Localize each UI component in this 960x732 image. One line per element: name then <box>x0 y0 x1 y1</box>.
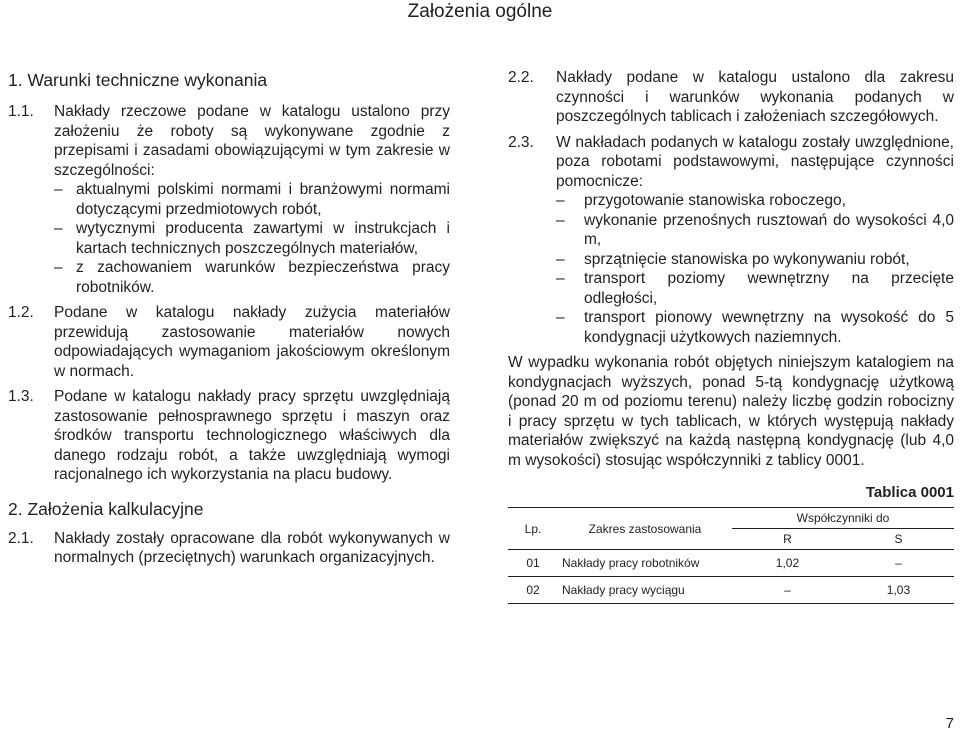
item-1-1 <box>8 102 450 297</box>
item-number: 1.3. <box>8 388 34 405</box>
header-s: S <box>843 529 954 550</box>
cell-r: – <box>732 577 843 604</box>
left-column <box>8 68 450 568</box>
section-heading-2: 2. Założenia kalkulacyjne <box>8 498 204 519</box>
cell-lp: 02 <box>508 577 558 604</box>
item-text: Podane w katalogu nakłady zużycia materiałów przewidują zastosowanie materiałów nowych odpowiadających wymaganiom jakościowym określonym w normach. <box>54 304 450 380</box>
paragraph: W wypadku wykonania robót objętych niniejszym katalogiem na kondygnacjach wyższych, ponad 5-tą kondygnację użytkową (ponad 20 m od poziomu terenu) należy liczbę godzin robocizny i pracy sprzętu w tych tablicach, w których występują nakłady materiałów zwiększyć na każdą następną kondygnację (lub 4,0 m wysokości) stosując współczynniki z tablicy 0001. <box>508 354 954 469</box>
header-lp: Lp. <box>508 508 558 550</box>
coefficients-table <box>508 507 954 604</box>
item-number: 2.2. <box>508 69 534 86</box>
item-1-3 <box>8 387 450 485</box>
page-number: 7 <box>945 715 954 732</box>
header-coefficients: Współczynniki do <box>732 508 954 529</box>
item-text: Nakłady rzeczowe podane w katalogu ustalono przy założeniu że roboty są wykonywane zgodnie z przepisami i zasadami obowiązującymi w tym zakresie w szczególności: <box>54 103 450 179</box>
item-2-1 <box>8 529 450 568</box>
cell-s: 1,03 <box>843 577 954 604</box>
list-item: – transport pionowy wewnętrzny na wysokość do 5 kondygnacji użytkowych naziemnych. <box>556 308 954 347</box>
cell-scope: Nakłady pracy wyciągu <box>558 577 732 604</box>
right-column <box>508 68 954 604</box>
item-text: Podane w katalogu nakłady pracy sprzętu uwzględniają zastosowanie pełnosprawnego sprzętu i maszyn oraz środków transportu technologicznego właściwych dla danego rodzaju robót, a także uwzględniają wymogi racjonalnego ich wykorzystania na placu budowy. <box>54 388 450 483</box>
cell-s: – <box>843 550 954 577</box>
list-item: – przygotowanie stanowiska roboczego, <box>556 191 954 211</box>
cell-scope: Nakłady pracy robotników <box>558 550 732 577</box>
item-number: 2.3. <box>508 133 534 151</box>
list-item: – aktualnymi polskimi normami i branżowymi normami dotyczącymi przedmiotowych robót, <box>54 180 450 219</box>
table-row <box>508 550 954 577</box>
item-number: 2.1. <box>8 529 34 547</box>
item-2-3 <box>508 133 954 348</box>
list-item: – wykonanie przenośnych rusztowań do wysokości 4,0 m, <box>556 211 954 250</box>
list-item: – sprzątnięcie stanowiska po wykonywaniu robót, <box>556 250 954 270</box>
item-text: Nakłady podane w katalogu ustalono dla zakresu czynności i warunków wykonania podanych w poszczególnych tablicach i założeniach szczegółowych. <box>556 69 954 125</box>
item-1-2 <box>8 303 450 381</box>
bullet-list <box>54 180 450 297</box>
cell-lp: 01 <box>508 550 558 577</box>
cell-r: 1,02 <box>732 550 843 577</box>
list-item: – z zachowaniem warunków bezpieczeństwa pracy robotników. <box>54 258 450 297</box>
item-text: Nakłady zostały opracowane dla robót wykonywanych w normalnych (przeciętnych) warunkach organizacyjnych. <box>54 529 450 566</box>
list-item: – wytycznymi producenta zawartymi w instrukcjach i kartach technicznych poszczególnych materiałów, <box>54 219 450 258</box>
bullet-list <box>556 191 954 347</box>
table-caption: Tablica 0001 <box>865 484 954 501</box>
list-item: – transport poziomy wewnętrzny na przecięte odległości, <box>556 269 954 308</box>
header-scope: Zakres zastosowania <box>558 508 732 550</box>
header-r: R <box>732 529 843 550</box>
section-heading-1: 1. Warunki techniczne wykonania <box>8 70 268 90</box>
item-text: W nakładach podanych w katalogu zostały uwzględnione, poza robotami podstawowymi, następujące czynności pomocnicze: <box>556 133 954 190</box>
item-number: 1.2. <box>8 304 34 321</box>
page-title: Założenia ogólne <box>407 1 553 22</box>
item-number: 1.1. <box>8 103 34 120</box>
item-2-2 <box>508 68 954 127</box>
table-row <box>508 577 954 604</box>
